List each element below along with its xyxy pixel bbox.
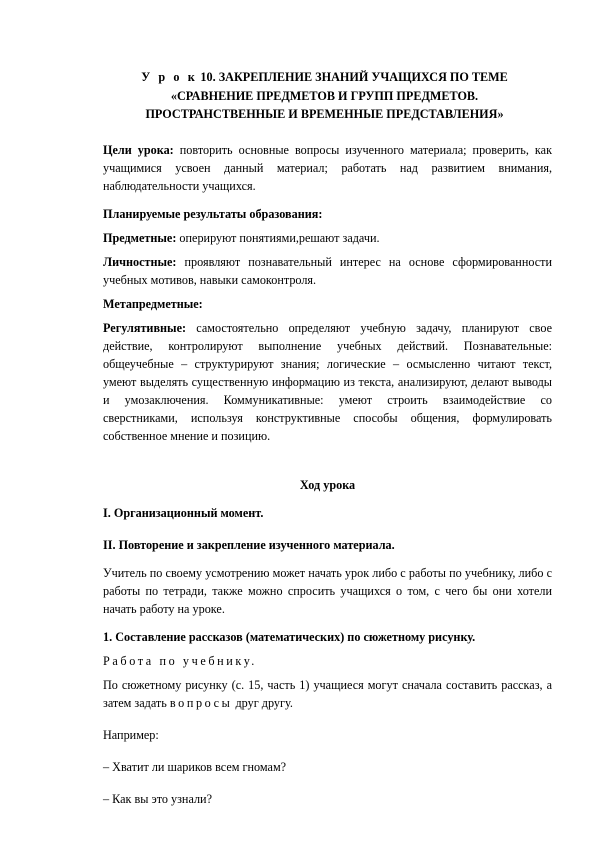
title-line-1: 10. ЗАКРЕПЛЕНИЕ ЗНАНИЙ УЧАЩИХСЯ ПО ТЕМЕ <box>197 70 508 84</box>
picture-word-spaced: вопросы <box>169 695 233 710</box>
textbook-work-label: Работа по учебнику. <box>103 653 257 668</box>
goals-label: Цели урока: <box>103 142 174 157</box>
subject-label: Предметные: <box>103 230 177 245</box>
title-line-3: ПРОСТРАНСТВЕННЫЕ И ВРЕМЕННЫЕ ПРЕДСТАВЛЕНИЯ» <box>145 107 504 121</box>
subject-results <box>103 229 552 247</box>
regulative-results <box>103 319 552 445</box>
picture-text-b: друг другу. <box>232 695 293 710</box>
title-prefix: У р о к <box>141 70 198 84</box>
personal-label: Личностные: <box>103 254 177 269</box>
question-1: – Хватит ли шариков всем гномам? <box>103 759 287 774</box>
goals-text: повторить основные вопросы изученного материала; проверить, как учащимися усвоен данный материал; работать над развитием внимания, наблюдательности учащихся. <box>103 142 552 193</box>
document-page <box>103 68 552 808</box>
subject-text: оперируют понятиями,решают задачи. <box>176 230 380 245</box>
task-1-heading: 1. Составление рассказов (математических) по сюжетному рисунку. <box>103 629 476 644</box>
question-2: – Как вы это узнали? <box>103 791 212 806</box>
picture-text-a: По сюжетному рисунку (с. 15, часть 1) учащиеся могут сначала составить рассказ, а затем задать <box>103 677 552 710</box>
section-1-heading: I. Организационный момент. <box>103 505 264 520</box>
regulative-label: Регулятивные: <box>103 320 187 335</box>
example-label: Например: <box>103 727 159 742</box>
title-line-2: «СРАВНЕНИЕ ПРЕДМЕТОВ И ГРУПП ПРЕДМЕТОВ. <box>170 88 479 103</box>
picture-paragraph <box>103 676 552 712</box>
personal-results <box>103 253 552 289</box>
regulative-text: самостоятельно определяют учебную задачу, планируют свое действие, контролируют выполнение учебных действий. Познавательные: общеучебные – структурируют знания; логические – осмысленно читают текст, умеют выделять существенную информацию из текста, анализируют, делают выводы и умозаключения. Коммуникативные: умеют строить взаимодействие со сверстниками, используя конструктивные способы общения, формулировать собственное мнение и позицию. <box>103 320 552 443</box>
section-2-heading: II. Повторение и закрепление изученного материала. <box>103 537 395 552</box>
personal-text: проявляют познавательный интерес на основе сформированности учебных мотивов, навыки самоконтроля. <box>103 254 552 287</box>
lesson-heading: Ход урока <box>299 477 356 492</box>
goals-paragraph <box>103 141 552 195</box>
lesson-title <box>97 68 552 124</box>
results-heading: Планируемые результаты образования: <box>103 206 323 221</box>
meta-heading: Метапредметные: <box>103 296 203 311</box>
intro-paragraph: Учитель по своему усмотрению может начать урок либо с работы по учебнику, либо с работы по тетради, также можно спросить учащихся о том, с чего бы они хотели начать работу на уроке. <box>103 565 552 616</box>
